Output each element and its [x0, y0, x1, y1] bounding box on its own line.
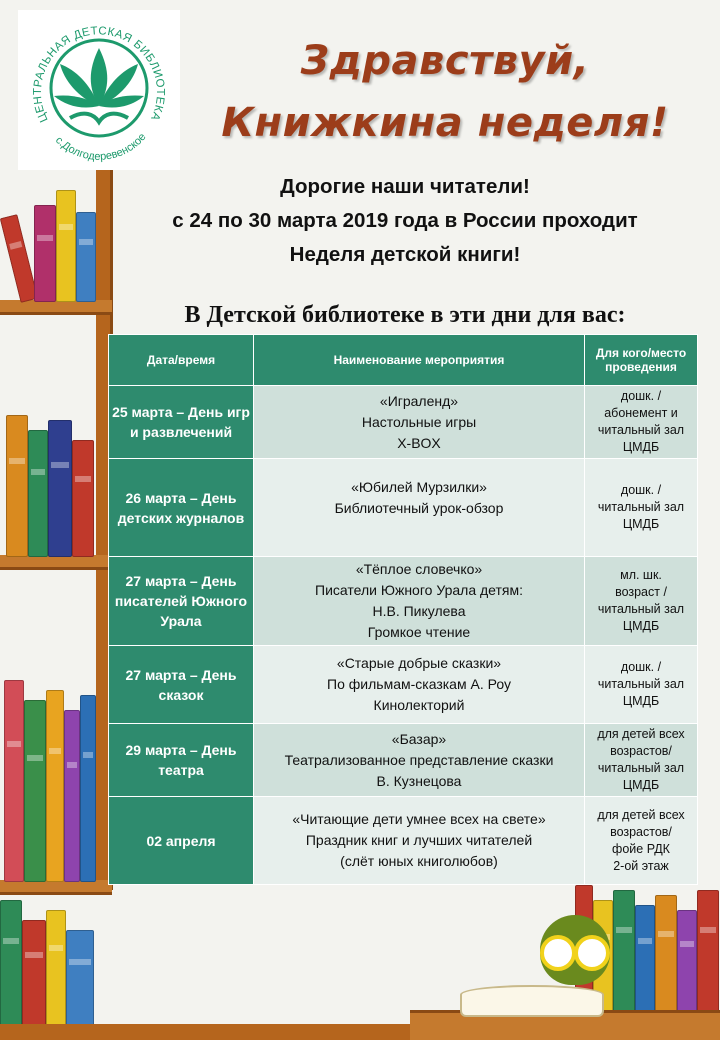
name-line: Писатели Южного Урала детям: [315, 582, 523, 598]
place-line: дошк. / [620, 483, 662, 497]
name-line: Театрализованное представление сказки [284, 751, 554, 768]
name-line: Библиотечный урок-обзор [334, 500, 504, 516]
table-row [109, 646, 698, 724]
place-line: ЦМДБ [622, 440, 660, 454]
header-place: Для кого/место проведения [585, 335, 698, 386]
place-line: возраст / [615, 585, 667, 599]
row-date: 27 марта – День писателей Южного Урала [109, 557, 254, 646]
name-line: X-BOX [397, 434, 441, 451]
events-table [108, 334, 698, 885]
row-name [254, 557, 585, 646]
table-row [109, 459, 698, 557]
place-line: ЦМДБ [622, 778, 660, 792]
place-line: фойе РДК [612, 841, 670, 856]
row-place [585, 557, 698, 646]
section-title: В Детской библиотеке в эти дни для вас: [184, 302, 626, 328]
row-name [254, 724, 585, 797]
name-line: «Старые добрые сказки» [336, 655, 502, 671]
row-place [585, 646, 698, 724]
table-row [109, 386, 698, 459]
row-name [254, 797, 585, 885]
place-line: ЦМДБ [622, 517, 660, 531]
row-date: 26 марта – День детских журналов [109, 459, 254, 557]
intro-line-2: с 24 по 30 марта 2019 года в России проходит [172, 209, 638, 232]
table-row [109, 557, 698, 646]
row-place [585, 797, 698, 885]
logo-ring-text: ЦЕНТРАЛЬНАЯ ДЕТСКАЯ БИБЛИОТЕКА [31, 25, 167, 124]
name-line: Громкое чтение [367, 624, 471, 640]
place-line: читальный зал [597, 423, 685, 437]
row-date: 25 марта – День игр и развлечений [109, 386, 254, 459]
name-line: По фильмам-сказкам А. Роу [327, 676, 511, 692]
table-row [109, 724, 698, 797]
header-date: Дата/время [109, 335, 254, 386]
logo-place-text: с.Долгодеревенское [52, 131, 149, 163]
name-line: Кинолекторий [373, 697, 465, 713]
row-date: 27 марта – День сказок [109, 646, 254, 724]
title-line-2: Книжкина неделя! [221, 100, 669, 146]
name-line: «Юбилей Мурзилки» [351, 479, 487, 495]
place-line: дошк. / [620, 660, 662, 674]
name-line: Праздник книг и лучших читателей [305, 832, 533, 848]
name-line: «Читающие дети умнее всех на свете» [292, 811, 546, 827]
name-line: Настольные игры [361, 413, 477, 430]
table-row [109, 797, 698, 885]
place-line: ЦМДБ [622, 694, 660, 708]
table-header-row [109, 335, 698, 386]
row-date: 02 апреля [109, 797, 254, 885]
place-line: ЦМДБ [622, 619, 660, 633]
row-name [254, 386, 585, 459]
intro-line-3: Неделя детской книги! [289, 243, 521, 266]
place-line: читальный зал [597, 761, 685, 775]
place-line: 2-ой этаж [613, 858, 669, 873]
row-name [254, 646, 585, 724]
row-place [585, 459, 698, 557]
name-line: «Тёплое словечко» [355, 561, 483, 577]
row-place [585, 386, 698, 459]
name-line: Н.В. Пикулева [372, 603, 466, 619]
place-line: дошк. / [620, 389, 662, 403]
name-line: В. Кузнецова [376, 772, 462, 789]
place-line: абонемент и [604, 406, 678, 420]
place-line: возрастов/ [610, 744, 672, 758]
row-date: 29 марта – День театра [109, 724, 254, 797]
name-line: «Базар» [391, 730, 447, 747]
row-name [254, 459, 585, 557]
name-line: (слёт юных книголюбов) [340, 853, 498, 869]
place-line: для детей всех [597, 727, 685, 741]
name-line: «Играленд» [379, 392, 459, 409]
title-line-1: Здравствуй, [300, 38, 590, 84]
place-line: читальный зал [597, 677, 685, 691]
place-line: возрастов/ [610, 824, 672, 839]
row-place [585, 724, 698, 797]
header-name: Наименование мероприятия [254, 335, 585, 386]
place-line: читальный зал [597, 602, 685, 616]
place-line: мл. шк. [620, 568, 662, 582]
library-emblem-icon [18, 10, 180, 170]
library-logo [18, 10, 180, 170]
place-line: читальный зал [597, 500, 685, 514]
intro-line-1: Дорогие наши читатели! [280, 175, 530, 198]
place-line: для детей всех [597, 807, 685, 822]
